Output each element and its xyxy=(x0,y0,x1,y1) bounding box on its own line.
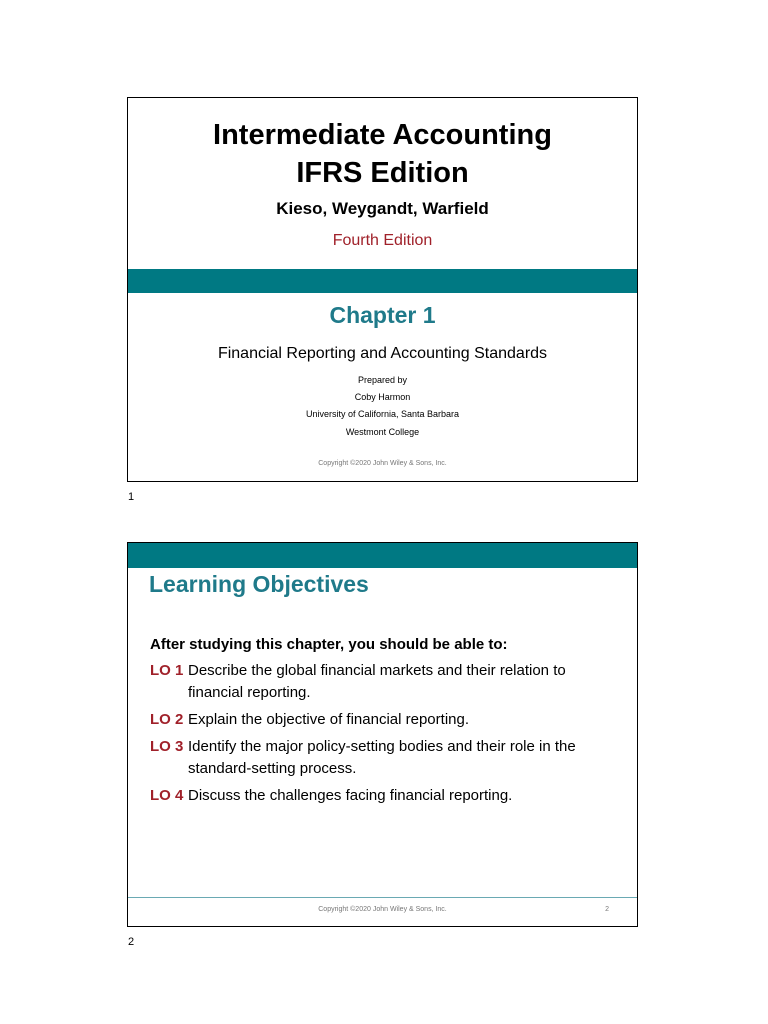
teal-header-band xyxy=(128,543,637,568)
preparer-name: Coby Harmon xyxy=(354,392,411,402)
list-item xyxy=(150,709,620,731)
chapter-title: Financial Reporting and Accounting Standards xyxy=(217,345,548,362)
prepared-by: Prepared by xyxy=(357,375,408,385)
copyright: Copyright ©2020 John Wiley & Sons, Inc. xyxy=(318,460,447,467)
lo-text: Identify the major policy-setting bodies and their role in the standard-setting process. xyxy=(188,738,576,777)
book-title xyxy=(128,116,637,192)
chapter-heading: Chapter 1 xyxy=(329,302,436,328)
authors: Kieso, Weygandt, Warfield xyxy=(276,199,489,218)
title-line-1: Intermediate Accounting xyxy=(213,119,552,151)
list-item xyxy=(150,736,620,780)
lo-text: Explain the objective of financial reporting. xyxy=(188,711,470,728)
footer-divider xyxy=(128,897,637,898)
lo-text: Discuss the challenges facing financial reporting. xyxy=(188,787,513,804)
page-label-1: 1 xyxy=(128,491,135,503)
list-item xyxy=(150,660,620,704)
lo-code: LO 1 xyxy=(150,662,184,679)
title-line-2: IFRS Edition xyxy=(296,157,469,189)
slide-number: 2 xyxy=(605,906,609,913)
lo-text: Describe the global financial markets and their relation to financial reporting. xyxy=(188,662,566,701)
lo-code: LO 3 xyxy=(150,738,184,755)
learning-objectives-title: Learning Objectives xyxy=(149,571,369,597)
slide-2 xyxy=(127,542,638,927)
edition: Fourth Edition xyxy=(332,232,433,249)
objectives-list xyxy=(150,660,620,812)
teal-divider-band xyxy=(128,269,637,293)
page-label-2: 2 xyxy=(128,936,135,948)
slide-1 xyxy=(127,97,638,482)
university: University of California, Santa Barbara xyxy=(305,409,460,419)
lo-code: LO 4 xyxy=(150,787,184,804)
lo-code: LO 2 xyxy=(150,711,184,728)
copyright: Copyright ©2020 John Wiley & Sons, Inc. xyxy=(318,906,447,913)
list-item xyxy=(150,785,620,807)
objectives-intro: After studying this chapter, you should be able to: xyxy=(150,636,508,653)
college: Westmont College xyxy=(345,427,420,437)
